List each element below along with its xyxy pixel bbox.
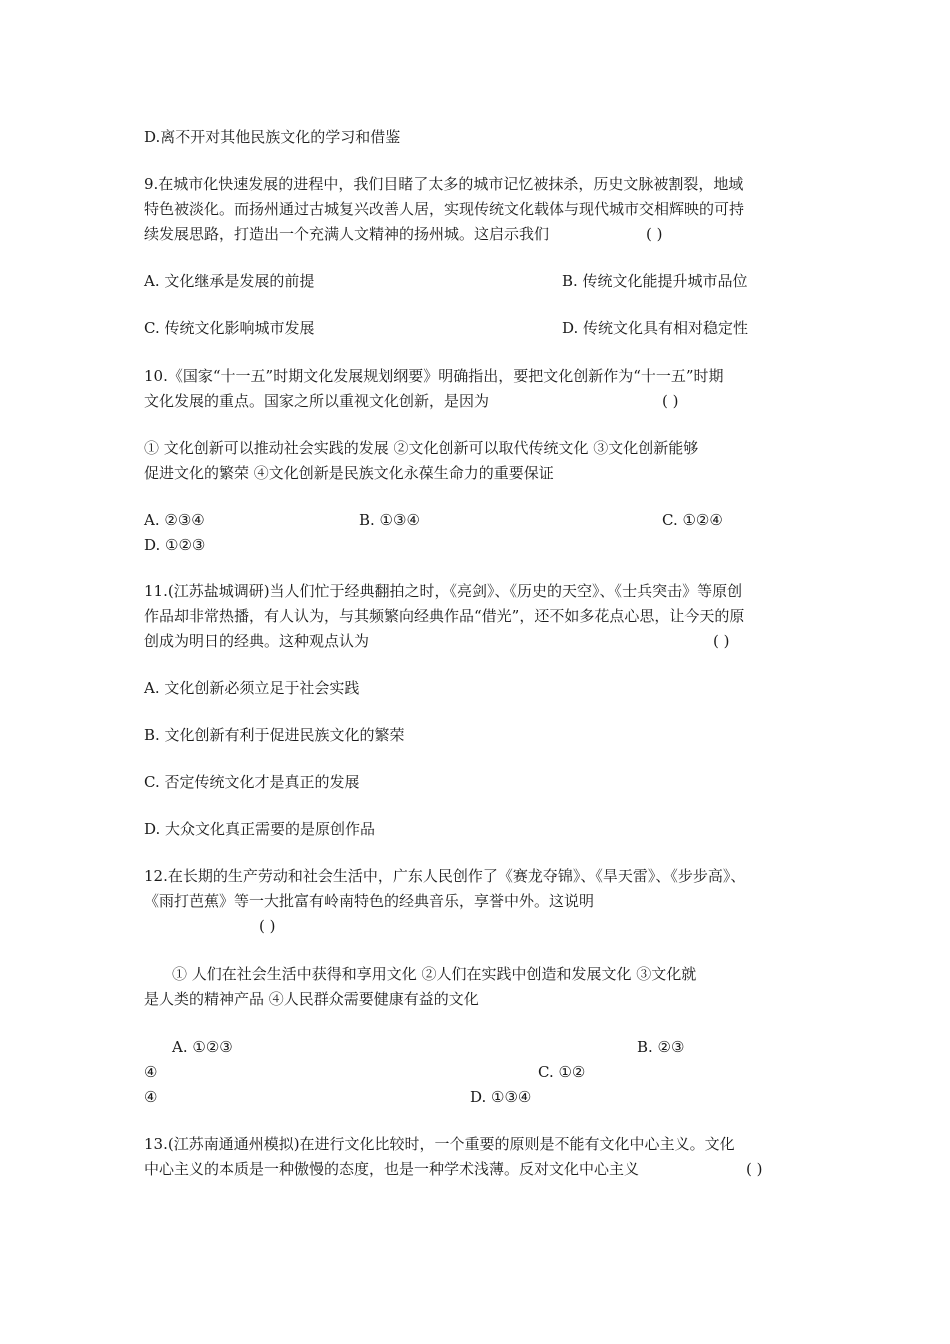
- q12-answer-paren: ( ): [259, 917, 276, 935]
- q11-stem-line-3: 创成为明日的经典。这种观点认为: [144, 632, 370, 650]
- q11-stem-line-1: 11.(江苏盐城调研)当人们忙于经典翻拍之时，《亮剑》、《历史的天空》、《士兵突击》等原创: [144, 582, 743, 600]
- q11-option-a: A. 文化创新必须立足于社会实践: [144, 679, 360, 697]
- q8-option-d: D.离不开对其他民族文化的学习和借鉴: [144, 128, 401, 146]
- q10-option-b: B. ①③④: [359, 511, 420, 529]
- q9-stem-line-3: 续发展思路，打造出一个充满人文精神的扬州城。这启示我们: [144, 225, 550, 243]
- q10-option-a: A. ②③④: [144, 511, 205, 529]
- q11-stem-line-2: 作品却非常热播，有人认为，与其频繁向经典作品“借光”，还不如多花点心思，让今天的原: [144, 607, 745, 625]
- q12-stem-line-1: 12.在长期的生产劳动和社会生活中，广东人民创作了《赛龙夺锦》、《旱天雷》、《步步高》、: [144, 867, 746, 885]
- q13-answer-paren: ( ): [746, 1160, 763, 1178]
- q11-option-d: D. 大众文化真正需要的是原创作品: [144, 820, 376, 838]
- q12-option-b: B. ②③: [637, 1038, 685, 1056]
- q9-option-a: A. 文化继承是发展的前提: [144, 272, 315, 290]
- q9-stem-line-1: 9.在城市化快速发展的进程中，我们目睹了太多的城市记忆被抹杀，历史文脉被割裂，地域: [144, 175, 744, 193]
- q12-option-c: C. ①②: [538, 1063, 586, 1081]
- q10-statement-line-2: 促进文化的繁荣 ④文化创新是民族文化永葆生命力的重要保证: [144, 464, 554, 482]
- q12-option-d: D. ①③④: [470, 1088, 532, 1106]
- q9-option-d: D. 传统文化具有相对稳定性: [562, 319, 749, 337]
- q12-statement-line-2: 是人类的精神产品 ④人民群众需要健康有益的文化: [144, 990, 479, 1008]
- q12-option-a: A. ①②③: [172, 1038, 233, 1056]
- q10-statement-line-1: ① 文化创新可以推动社会实践的发展 ②文化创新可以取代传统文化 ③文化创新能够: [144, 439, 699, 457]
- q12-option-c-continued: ④: [144, 1088, 158, 1106]
- q10-answer-paren: ( ): [662, 392, 679, 410]
- q13-stem-line-2: 中心主义的本质是一种傲慢的态度，也是一种学术浅薄。反对文化中心主义: [144, 1160, 640, 1178]
- q11-option-b: B. 文化创新有利于促进民族文化的繁荣: [144, 726, 405, 744]
- q12-stem-line-2: 《雨打芭蕉》等一大批富有岭南特色的经典音乐，享誉中外。这说明: [144, 892, 595, 910]
- q10-stem-line-2: 文化发展的重点。国家之所以重视文化创新，是因为: [144, 392, 490, 410]
- q12-statement-line-1: ① 人们在社会生活中获得和享用文化 ②人们在实践中创造和发展文化 ③文化就: [172, 965, 697, 983]
- q13-stem-line-1: 13.(江苏南通通州模拟)在进行文化比较时，一个重要的原则是不能有文化中心主义。文化: [144, 1135, 735, 1153]
- q9-option-c: C. 传统文化影响城市发展: [144, 319, 315, 337]
- q11-option-c: C. 否定传统文化才是真正的发展: [144, 773, 360, 791]
- q12-option-b-continued: ④: [144, 1063, 158, 1081]
- q10-option-c: C. ①②④: [662, 511, 723, 529]
- q10-option-d: D. ①②③: [144, 536, 206, 554]
- q10-stem-line-1: 10.《国家“十一五”时期文化发展规划纲要》明确指出，要把文化创新作为“十一五”时期: [144, 367, 724, 385]
- q11-answer-paren: ( ): [713, 632, 730, 650]
- q9-option-b: B. 传统文化能提升城市品位: [562, 272, 748, 290]
- q9-answer-paren: ( ): [646, 225, 663, 243]
- q9-stem-line-2: 特色被淡化。而扬州通过古城复兴改善人居，实现传统文化载体与现代城市交相辉映的可持: [144, 200, 745, 218]
